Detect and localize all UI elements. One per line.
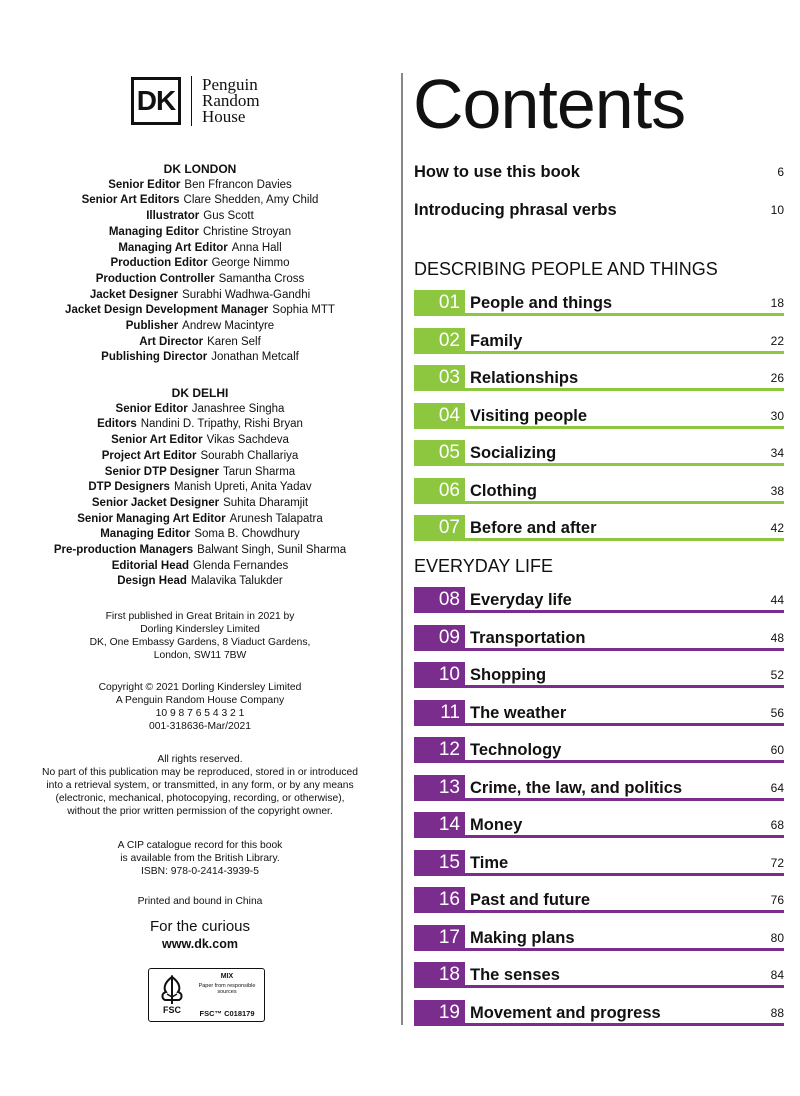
credit-role: Production Editor (110, 257, 208, 270)
credit-name: Arunesh Talapatra (229, 512, 323, 525)
chapter-number: 03 (414, 365, 465, 391)
prh-line: Penguin (202, 75, 258, 94)
credit-row (0, 241, 400, 257)
prh-wordmark (202, 77, 260, 125)
credit-role: Editors (97, 418, 137, 431)
publication-info (0, 610, 400, 662)
copyright-line: 10 9 8 7 6 5 4 3 2 1 (155, 708, 245, 719)
toc-page-number: 48 (770, 631, 784, 645)
chapter-title: Technology (470, 740, 562, 759)
chapter-title: Time (470, 853, 509, 872)
credit-name: Malavika Talukder (190, 575, 283, 588)
rights-notice (0, 753, 400, 818)
chapter-title: Crime, the law, and politics (470, 778, 683, 797)
credit-role: Jacket Designer (89, 288, 179, 301)
toc-page-number: 64 (770, 781, 784, 795)
rights-line: No part of this publication may be reproduced, stored in or introduced (42, 767, 358, 778)
printed-in (0, 895, 400, 908)
credit-role: Senior Art Editors (81, 194, 180, 207)
chapter-title: Making plans (470, 928, 575, 947)
credit-row (0, 433, 400, 449)
credit-role: Pre-production Managers (53, 544, 194, 557)
credit-row (0, 209, 400, 225)
toc-page-number: 42 (770, 521, 784, 535)
toc-chapter[interactable] (414, 662, 784, 688)
credit-name: Tarun Sharma (222, 465, 296, 478)
chapter-number: 15 (414, 850, 465, 876)
chapter-number: 07 (414, 515, 465, 541)
toc-chapter[interactable] (414, 737, 784, 763)
chapter-title: Clothing (470, 481, 537, 500)
chapter-number: 13 (414, 775, 465, 801)
chapter-number: 12 (414, 737, 465, 763)
credit-role: Editorial Head (111, 559, 190, 572)
chapter-title: Past and future (470, 890, 591, 909)
toc-page-number: 18 (770, 296, 784, 310)
credit-name: Nandini D. Tripathy, Rishi Bryan (140, 418, 303, 431)
toc-chapter[interactable] (414, 850, 784, 876)
toc-page-number: 84 (770, 968, 784, 982)
toc-item[interactable] (414, 198, 784, 222)
credit-role: Jacket Design Development Manager (65, 304, 269, 317)
credit-role: Managing Art Editor (118, 241, 228, 254)
toc-chapter[interactable] (414, 962, 784, 988)
publisher-logo (131, 76, 260, 126)
fsc-tree-icon (155, 974, 189, 1016)
cip-line: A CIP catalogue record for this book (117, 840, 283, 851)
chapter-number: 08 (414, 587, 465, 613)
printed-text: Printed and bound in China (137, 896, 263, 907)
chapter-title: Movement and progress (470, 1003, 661, 1022)
toc-page-number: 44 (770, 593, 784, 607)
credit-name: Christine Stroyan (202, 225, 292, 238)
toc-item-label: Introducing phrasal verbs (414, 200, 617, 219)
toc-page-number: 52 (770, 668, 784, 682)
chapter-title: Money (470, 815, 523, 834)
toc-chapter[interactable] (414, 887, 784, 913)
credit-role: Design Head (117, 575, 187, 588)
cip-line: is available from the British Library. (120, 853, 280, 864)
credit-row (0, 256, 400, 272)
toc-page-number: 22 (770, 334, 784, 348)
published-line: London, SW11 7BW (153, 650, 247, 661)
toc-page-number: 38 (770, 484, 784, 498)
credit-name: Sourabh Challariya (200, 449, 299, 462)
chapter-underline (465, 538, 784, 541)
credit-role: Art Director (139, 335, 204, 348)
credits-heading: DK DELHI (171, 386, 229, 400)
credit-name: Gus Scott (203, 210, 254, 223)
chapter-number: 09 (414, 625, 465, 651)
credit-row (0, 350, 400, 366)
chapter-number: 11 (414, 700, 465, 726)
credit-role: Senior Managing Art Editor (77, 512, 226, 525)
chapter-underline (465, 760, 784, 763)
credit-name: Suhita Dharamjit (223, 496, 309, 509)
chapter-underline (465, 648, 784, 651)
toc-page-number: 56 (770, 706, 784, 720)
chapter-title: Relationships (470, 368, 579, 387)
credit-row (0, 512, 400, 528)
credit-row (0, 288, 400, 304)
toc-chapter[interactable] (414, 925, 784, 951)
toc-page-number: 30 (770, 409, 784, 423)
chapter-underline (465, 463, 784, 466)
tagline-text: For the curious (149, 918, 251, 935)
toc-chapter[interactable] (414, 1000, 784, 1026)
chapter-underline (465, 1023, 784, 1026)
fsc-code: FSC™ C018179 (199, 1009, 255, 1018)
credit-name: Ben Ffrancon Davies (184, 178, 292, 191)
chapter-title: Family (470, 331, 523, 350)
chapter-title: Shopping (470, 665, 547, 684)
section-heading: DESCRIBING PEOPLE AND THINGS (414, 259, 718, 279)
chapter-number: 01 (414, 290, 465, 316)
toc-chapter[interactable] (414, 365, 784, 391)
chapter-number: 19 (414, 1000, 465, 1026)
published-line: DK, One Embassy Gardens, 8 Viaduct Gardens, (89, 637, 311, 648)
credit-row (0, 402, 400, 418)
chapter-underline (465, 835, 784, 838)
credit-row (0, 574, 400, 590)
toc-item-label: How to use this book (414, 162, 580, 181)
credit-row (0, 417, 400, 433)
copyright-info (0, 681, 400, 733)
published-line: First published in Great Britain in 2021 by (105, 611, 295, 622)
toc-page-number: 34 (770, 446, 784, 460)
dk-logo-icon: DK (131, 77, 181, 125)
dk-london-credits (0, 162, 400, 366)
chapter-underline (465, 685, 784, 688)
chapter-number: 16 (414, 887, 465, 913)
rights-line: without the prior written permission of the copyright owner. (67, 806, 333, 817)
credit-name: Glenda Fernandes (193, 559, 289, 572)
credit-row (0, 559, 400, 575)
credit-row (0, 272, 400, 288)
chapter-number: 17 (414, 925, 465, 951)
rights-line: (electronic, mechanical, photocopying, recording, or otherwise), (55, 793, 345, 804)
chapter-number: 18 (414, 962, 465, 988)
chapter-title: People and things (470, 293, 613, 312)
credit-name: George Nimmo (211, 257, 290, 270)
credit-role: DTP Designers (88, 481, 170, 494)
credit-role: Production Controller (95, 272, 215, 285)
credit-name: Soma B. Chowdhury (194, 528, 300, 541)
rights-line: All rights reserved. (157, 754, 243, 765)
toc-chapter[interactable] (414, 700, 784, 726)
toc-chapter[interactable] (414, 515, 784, 541)
cip-record (0, 839, 400, 878)
credit-role: Senior Editor (108, 178, 181, 191)
credit-row (0, 496, 400, 512)
tagline (0, 918, 400, 952)
chapter-underline (465, 388, 784, 391)
credit-row (0, 225, 400, 241)
chapter-underline (465, 351, 784, 354)
chapter-title: Transportation (470, 628, 586, 647)
toc-page-number: 76 (770, 893, 784, 907)
credit-role: Managing Editor (100, 528, 191, 541)
credit-row (0, 193, 400, 209)
credit-name: Andrew Macintyre (182, 320, 275, 333)
credit-role: Senior DTP Designer (104, 465, 219, 478)
toc-page-number: 60 (770, 743, 784, 757)
credit-row (0, 527, 400, 543)
credit-row (0, 465, 400, 481)
credit-name: Manish Upreti, Anita Yadav (173, 481, 312, 494)
toc-page-number: 68 (770, 818, 784, 832)
credit-name: Vikas Sachdeva (206, 434, 289, 447)
chapter-underline (465, 610, 784, 613)
toc-chapter[interactable] (414, 775, 784, 801)
dk-delhi-credits (0, 386, 400, 590)
copyright-line: A Penguin Random House Company (115, 695, 285, 706)
credit-role: Project Art Editor (101, 449, 197, 462)
credit-role: Publishing Director (101, 351, 208, 364)
chapter-underline (465, 426, 784, 429)
logo-divider (191, 76, 192, 126)
chapter-number: 04 (414, 403, 465, 429)
credit-role: Senior Art Editor (111, 434, 203, 447)
website-link[interactable]: www.dk.com (162, 937, 238, 951)
toc-page-number: 72 (770, 856, 784, 870)
toc-chapter[interactable] (414, 587, 784, 613)
toc-page-number: 88 (770, 1006, 784, 1020)
chapter-title: Everyday life (470, 590, 572, 609)
toc-chapter[interactable] (414, 440, 784, 466)
section-heading: EVERYDAY LIFE (414, 556, 554, 576)
credit-name: Jonathan Metcalf (211, 351, 299, 364)
chapter-title: The senses (470, 965, 560, 984)
credit-row (0, 480, 400, 496)
credit-row (0, 303, 400, 319)
credit-name: Clare Shedden, Amy Child (183, 194, 319, 207)
credit-row (0, 335, 400, 351)
chapter-number: 10 (414, 662, 465, 688)
fsc-logo-text: FSC (163, 1005, 181, 1015)
credit-row (0, 319, 400, 335)
toc-page-number: 80 (770, 931, 784, 945)
chapter-number: 05 (414, 440, 465, 466)
credit-name: Surabhi Wadhwa-Gandhi (182, 288, 311, 301)
chapter-underline (465, 313, 784, 316)
prh-line: Random (202, 91, 260, 110)
credit-name: Karen Self (207, 335, 261, 348)
chapter-underline (465, 723, 784, 726)
copyright-line: 001-318636-Mar/2021 (149, 721, 251, 732)
fsc-paper: Paper from responsible sources (198, 983, 256, 995)
fsc-label (148, 968, 265, 1022)
credit-name: Balwant Singh, Sunil Sharma (197, 544, 347, 557)
chapter-title: Before and after (470, 518, 597, 537)
credit-role: Managing Editor (108, 225, 199, 238)
column-divider (401, 73, 403, 1025)
credit-row (0, 543, 400, 559)
chapter-underline (465, 501, 784, 504)
toc-chapter[interactable] (414, 328, 784, 354)
chapter-title: The weather (470, 703, 567, 722)
credit-row (0, 178, 400, 194)
credit-name: Samantha Cross (218, 272, 305, 285)
credit-role: Senior Jacket Designer (91, 496, 220, 509)
chapter-underline (465, 798, 784, 801)
toc-page-number: 6 (777, 165, 784, 179)
toc-item[interactable] (414, 160, 784, 184)
chapter-underline (465, 873, 784, 876)
toc-chapter[interactable] (414, 290, 784, 316)
credit-role: Illustrator (146, 210, 200, 223)
credit-name: Anna Hall (231, 241, 282, 254)
rights-line: into a retrieval system, or transmitted, in any form, or by any means (46, 780, 354, 791)
prh-line: House (202, 107, 246, 126)
cip-line: ISBN: 978-0-2414-3939-5 (141, 866, 259, 877)
credit-role: Publisher (125, 320, 179, 333)
published-line: Dorling Kindersley Limited (140, 624, 260, 635)
credit-name: Sophia MTT (272, 304, 335, 317)
credits-heading: DK LONDON (163, 162, 237, 176)
chapter-underline (465, 910, 784, 913)
chapter-underline (465, 948, 784, 951)
chapter-number: 06 (414, 478, 465, 504)
chapter-underline (465, 985, 784, 988)
toc-page-number: 10 (770, 203, 784, 217)
copyright-line: Copyright © 2021 Dorling Kindersley Limited (98, 682, 302, 693)
toc-chapter[interactable] (414, 403, 784, 429)
chapter-title: Socializing (470, 443, 557, 462)
credit-row (0, 449, 400, 465)
toc-chapter[interactable] (414, 812, 784, 838)
fsc-mix: MIX (220, 973, 234, 980)
toc-chapter[interactable] (414, 478, 784, 504)
credit-name: Janashree Singha (191, 402, 285, 415)
chapter-title: Visiting people (470, 406, 588, 425)
chapter-number: 14 (414, 812, 465, 838)
credit-role: Senior Editor (115, 402, 188, 415)
toc-chapter[interactable] (414, 625, 784, 651)
toc-page-number: 26 (770, 371, 784, 385)
chapter-number: 02 (414, 328, 465, 354)
page-title: Contents (413, 65, 686, 143)
